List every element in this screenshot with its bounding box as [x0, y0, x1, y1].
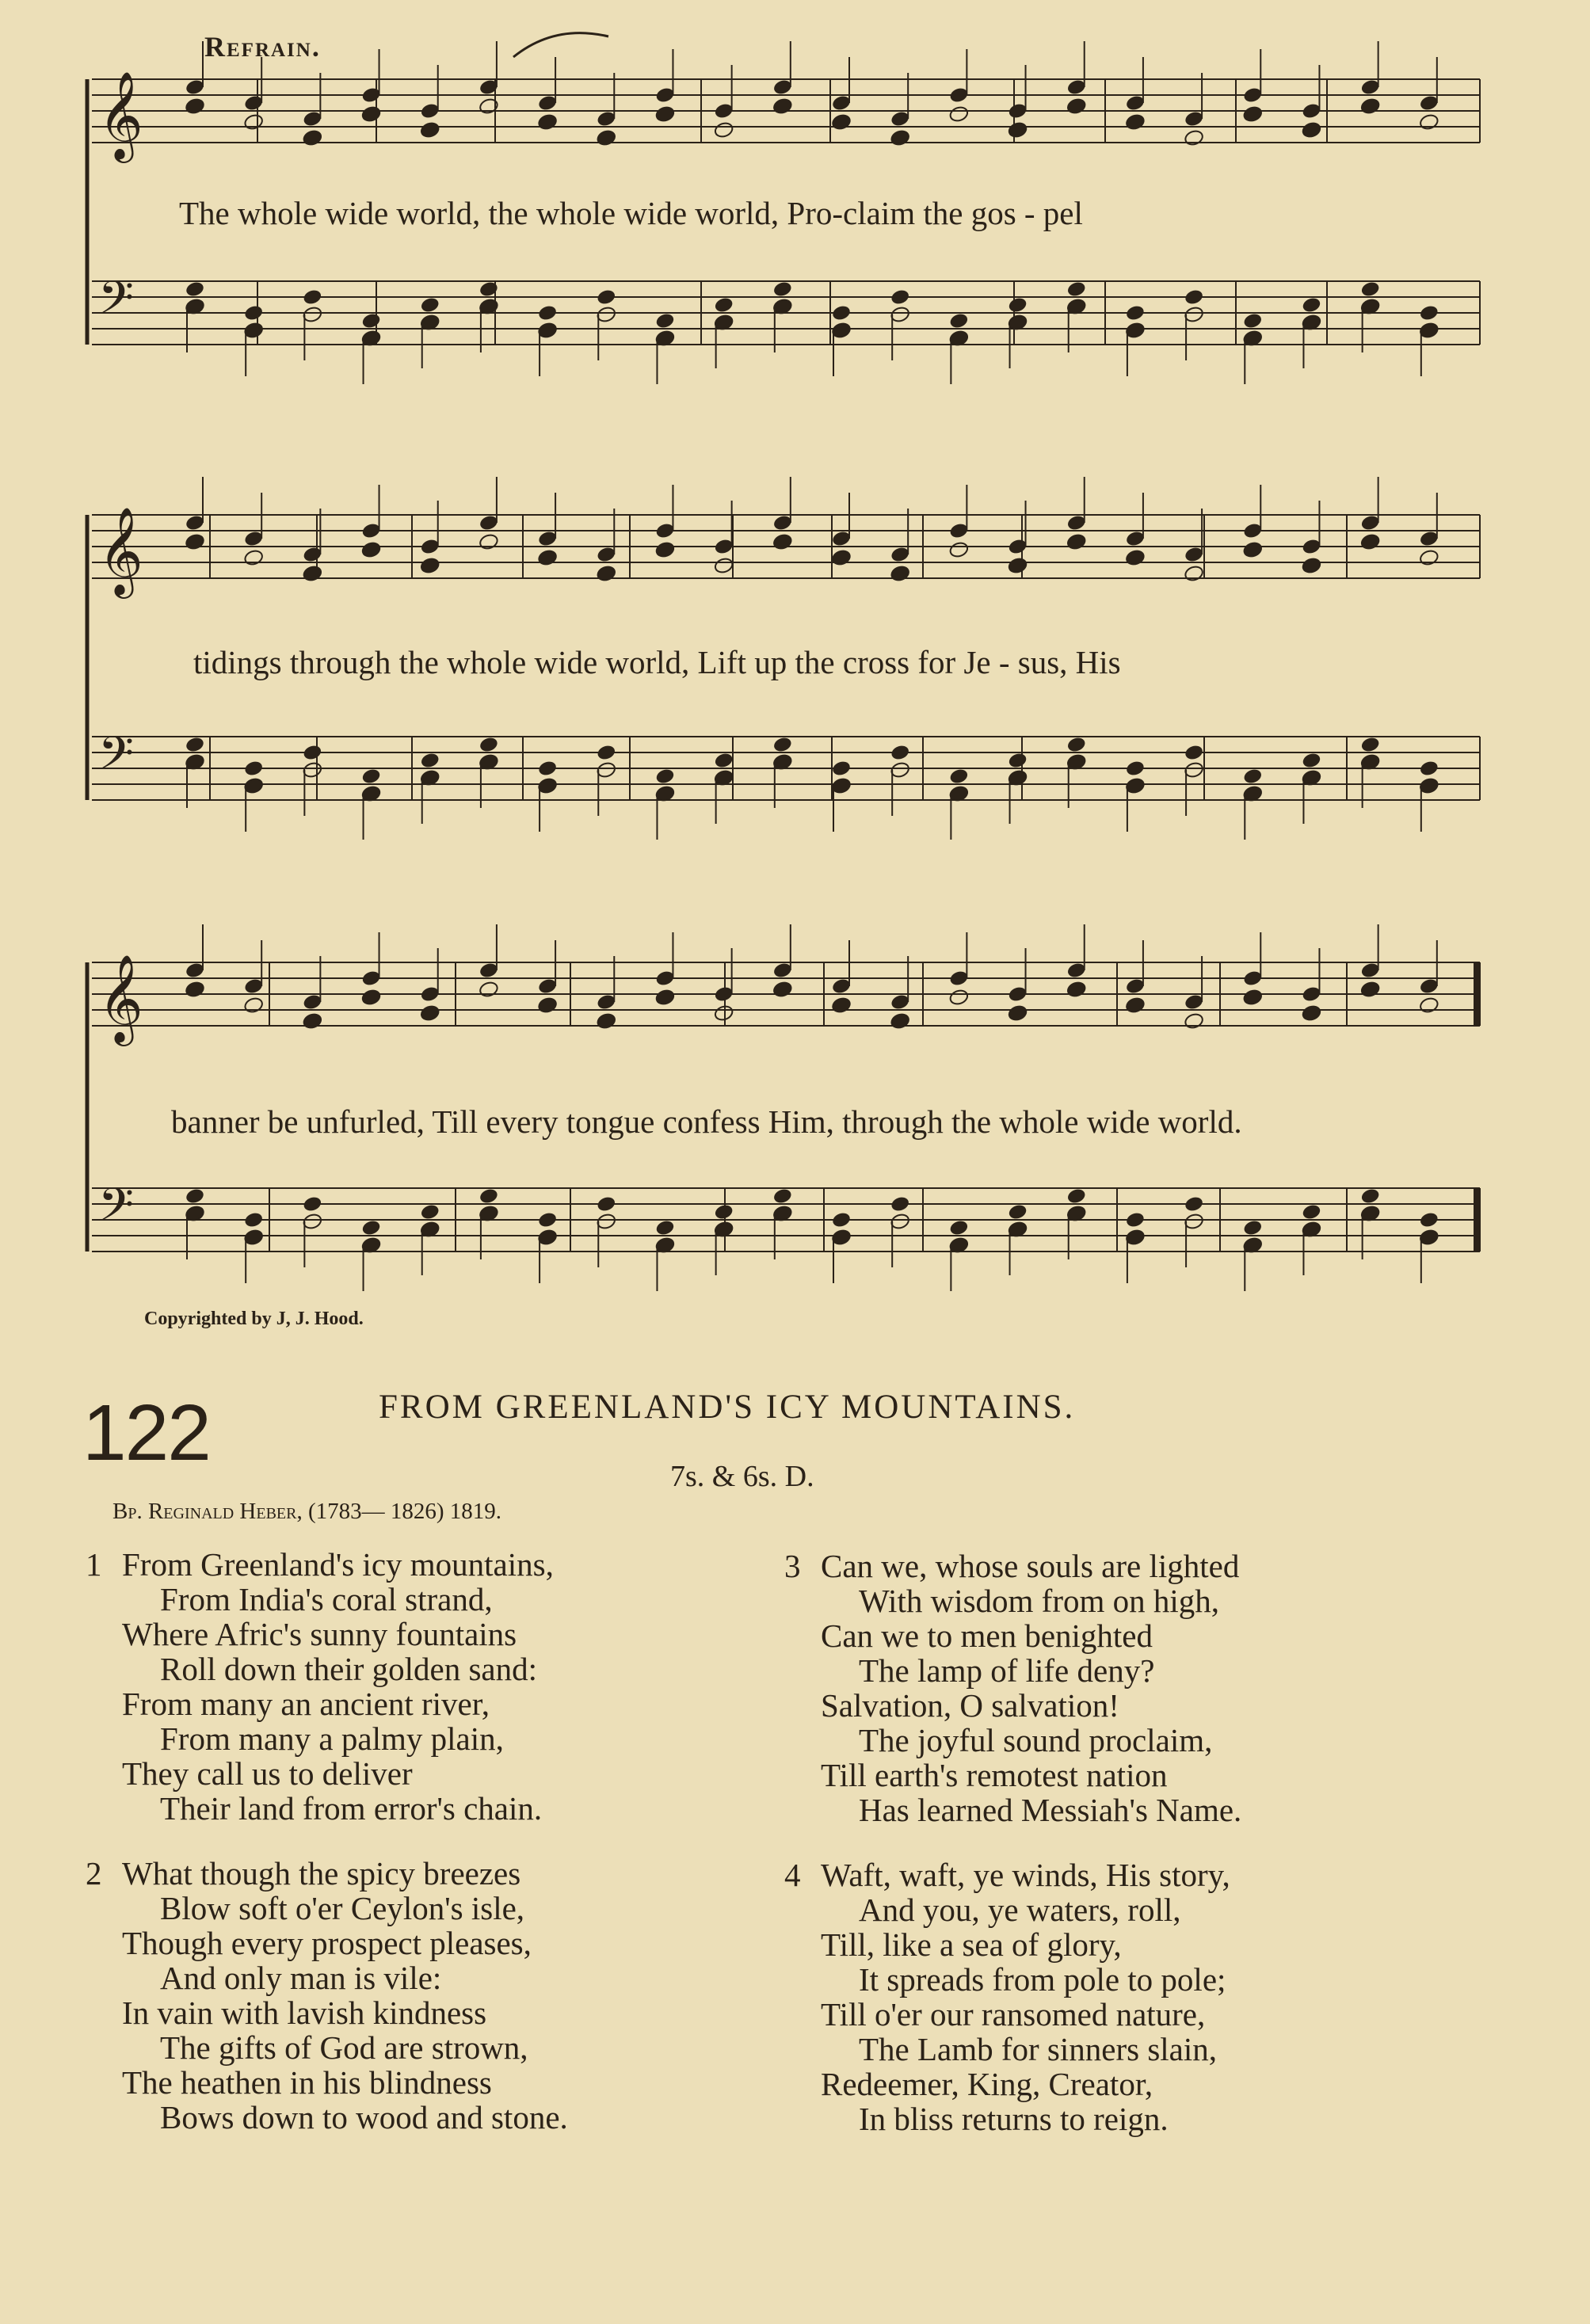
note-head: [420, 752, 440, 770]
note-head: [1184, 288, 1204, 307]
note-head: [890, 129, 910, 147]
note-head: [714, 121, 734, 139]
note-head: [1242, 105, 1263, 124]
note-head: [420, 557, 440, 575]
note-head: [479, 1187, 499, 1206]
note-head: [1125, 1211, 1146, 1229]
note-head: [1242, 312, 1263, 330]
note-head: [1184, 129, 1204, 147]
hymn-title: FROM GREENLAND'S ICY MOUNTAINS.: [379, 1389, 1076, 1426]
copyright-notice: Copyrighted by J, J. Hood.: [144, 1309, 364, 1329]
note-head: [420, 121, 440, 139]
stanza-line: In vain with lavish kindness: [122, 1994, 487, 2031]
stanza-line: With wisdom from on high,: [859, 1583, 1220, 1619]
note-head: [714, 296, 734, 314]
note-head: [302, 129, 322, 147]
note-head: [420, 296, 440, 314]
note-head: [479, 280, 499, 299]
note-head: [772, 97, 793, 116]
slur-mark: [513, 33, 608, 57]
stanza-line: The Lamb for sinners slain,: [859, 2031, 1218, 2067]
note-head: [772, 736, 793, 754]
note-head: [654, 312, 675, 330]
note-head: [1125, 996, 1146, 1015]
stanza-line: Has learned Messiah's Name.: [859, 1792, 1242, 1828]
note-head: [772, 533, 793, 551]
note-head: [714, 1203, 734, 1221]
stanza-line: Their land from error's chain.: [160, 1790, 543, 1827]
refrain-label: Refrain.: [204, 31, 321, 63]
stanza-number: 3: [784, 1548, 801, 1584]
stanza-line: Can we to men benighted: [821, 1617, 1153, 1654]
note-head: [1125, 304, 1146, 322]
stanza-line: From Greenland's icy mountains,: [122, 1546, 554, 1583]
note-head: [185, 981, 205, 999]
bass-clef-icon: 𝄢: [98, 726, 135, 791]
note-head: [537, 549, 558, 567]
final-bar: [1474, 962, 1480, 1026]
note-head: [654, 105, 675, 124]
note-head: [596, 565, 616, 583]
note-head: [1125, 760, 1146, 778]
note-head: [1301, 557, 1321, 575]
note-head: [948, 312, 969, 330]
stanza-line: Though every prospect pleases,: [122, 1925, 532, 1961]
note-head: [537, 304, 558, 322]
note-head: [1360, 533, 1381, 551]
note-head: [185, 280, 205, 299]
stanza-1: [86, 1547, 719, 1826]
note-head: [360, 1219, 381, 1237]
note-head: [1184, 565, 1204, 583]
note-head: [1007, 752, 1028, 770]
note-head: [1360, 97, 1381, 116]
note-head: [948, 541, 969, 559]
stanza-number: 1: [86, 1546, 102, 1583]
note-head: [1066, 97, 1087, 116]
note-head: [243, 549, 264, 567]
note-head: [1125, 549, 1146, 567]
stanza-line: From India's coral strand,: [160, 1581, 493, 1617]
note-head: [1301, 1004, 1321, 1023]
bass-clef-icon: 𝄢: [98, 271, 135, 336]
note-head: [1419, 996, 1439, 1015]
note-head: [714, 557, 734, 575]
note-head: [772, 280, 793, 299]
note-head: [1301, 121, 1321, 139]
note-head: [772, 981, 793, 999]
note-head: [654, 541, 675, 559]
note-head: [302, 1012, 322, 1031]
stanza-number: 4: [784, 1857, 801, 1893]
stanza-line: Till earth's remotest nation: [821, 1757, 1168, 1793]
note-head: [360, 105, 381, 124]
hymn-number: 122: [82, 1389, 210, 1477]
treble-clef-icon: 𝄞: [98, 506, 143, 595]
note-head: [360, 312, 381, 330]
note-head: [537, 760, 558, 778]
note-head: [479, 533, 499, 551]
note-head: [1066, 1187, 1087, 1206]
note-head: [479, 97, 499, 116]
stanza-line: Redeemer, King, Creator,: [821, 2066, 1153, 2102]
note-head: [1184, 744, 1204, 762]
bass-clef-icon: 𝄢: [98, 1178, 135, 1243]
note-head: [714, 1004, 734, 1023]
note-head: [596, 1195, 616, 1213]
note-head: [420, 1203, 440, 1221]
note-head: [1360, 1187, 1381, 1206]
note-head: [185, 533, 205, 551]
note-head: [243, 996, 264, 1015]
note-head: [1419, 304, 1439, 322]
stanza-line: The joyful sound proclaim,: [859, 1722, 1213, 1758]
note-head: [185, 97, 205, 116]
note-head: [831, 1211, 852, 1229]
note-head: [1301, 296, 1321, 314]
note-head: [1242, 541, 1263, 559]
note-head: [1184, 1195, 1204, 1213]
stanza-line: Where Afric's sunny fountains: [122, 1616, 517, 1652]
note-head: [302, 744, 322, 762]
note-head: [772, 1187, 793, 1206]
note-head: [890, 288, 910, 307]
note-head: [948, 105, 969, 124]
note-head: [302, 565, 322, 583]
note-head: [714, 752, 734, 770]
stanza-line: The gifts of God are strown,: [160, 2029, 528, 2066]
treble-clef-icon: 𝄞: [98, 954, 143, 1042]
note-head: [1007, 296, 1028, 314]
note-head: [1301, 1203, 1321, 1221]
stanza-4: [784, 1857, 1481, 2136]
note-head: [1419, 760, 1439, 778]
note-head: [243, 304, 264, 322]
note-head: [654, 989, 675, 1007]
note-head: [654, 1219, 675, 1237]
note-head: [596, 129, 616, 147]
note-head: [302, 288, 322, 307]
note-head: [1007, 1203, 1028, 1221]
note-head: [596, 288, 616, 307]
note-head: [479, 981, 499, 999]
stanza-line: Blow soft o'er Ceylon's isle,: [160, 1890, 525, 1926]
note-head: [890, 1195, 910, 1213]
stanza-line: Till, like a sea of glory,: [821, 1926, 1122, 1963]
stanza-line: The heathen in his blindness: [122, 2064, 492, 2101]
note-head: [890, 1012, 910, 1031]
note-head: [1242, 1219, 1263, 1237]
note-head: [596, 1012, 616, 1031]
stanza-line: From many an ancient river,: [122, 1686, 490, 1722]
note-head: [243, 113, 264, 131]
stanza-line: Salvation, O salvation!: [821, 1687, 1119, 1724]
stanza-line: It spreads from pole to pole;: [859, 1961, 1226, 1998]
note-head: [537, 996, 558, 1015]
note-head: [948, 1219, 969, 1237]
note-head: [243, 1211, 264, 1229]
note-head: [1419, 1211, 1439, 1229]
stanza-line: They call us to deliver: [122, 1755, 413, 1792]
note-head: [831, 113, 852, 131]
note-head: [1360, 981, 1381, 999]
stanza-line: In bliss returns to reign.: [859, 2101, 1169, 2137]
note-head: [185, 736, 205, 754]
note-head: [243, 760, 264, 778]
note-head: [1242, 989, 1263, 1007]
note-head: [1419, 549, 1439, 567]
note-head: [1419, 113, 1439, 131]
note-head: [185, 1187, 205, 1206]
author-dates: (1783— 1826) 1819.: [307, 1499, 502, 1524]
stanza-number: 2: [86, 1855, 102, 1892]
note-head: [1007, 1004, 1028, 1023]
note-head: [831, 304, 852, 322]
treble-clef-icon: 𝄞: [98, 70, 143, 159]
refrain-lyric-line-3: banner be unfurled, Till every tongue confess Him, through the whole wide world.: [171, 1103, 1242, 1140]
hymn-meter: 7s. & 6s. D.: [670, 1460, 814, 1493]
note-head: [831, 549, 852, 567]
stanza-line: And you, ye waters, roll,: [859, 1892, 1181, 1928]
note-head: [360, 989, 381, 1007]
note-head: [537, 113, 558, 131]
stanza-line: Till o'er our ransomed nature,: [821, 1996, 1206, 2033]
note-head: [831, 760, 852, 778]
note-head: [479, 736, 499, 754]
note-head: [831, 996, 852, 1015]
note-head: [1184, 1012, 1204, 1031]
note-head: [1125, 113, 1146, 131]
note-head: [1007, 121, 1028, 139]
refrain-lyric-line-1: The whole wide world, the whole wide world, Pro-claim the gos - pel: [179, 195, 1083, 231]
note-head: [537, 1211, 558, 1229]
stanza-2: [86, 1856, 719, 2135]
note-head: [948, 989, 969, 1007]
note-head: [1301, 752, 1321, 770]
author-name: Bp. Reginald Heber,: [112, 1499, 303, 1524]
note-head: [1066, 533, 1087, 551]
stanza-line: Can we, whose souls are lighted: [821, 1548, 1240, 1584]
stanza-line: Waft, waft, ye winds, His story,: [821, 1857, 1230, 1893]
stanza-line: The lamp of life deny?: [859, 1652, 1155, 1689]
stanza-3: [784, 1549, 1481, 1827]
stanza-line: Roll down their golden sand:: [160, 1651, 538, 1687]
note-head: [360, 541, 381, 559]
stanza-line: Bows down to wood and stone.: [160, 2099, 568, 2135]
note-head: [948, 768, 969, 786]
note-head: [420, 1004, 440, 1023]
note-head: [654, 768, 675, 786]
note-head: [1066, 981, 1087, 999]
note-head: [596, 744, 616, 762]
note-head: [1360, 736, 1381, 754]
refrain-lyric-line-2: tidings through the whole wide world, Lift up the cross for Je - sus, His: [193, 644, 1121, 680]
final-bar: [1474, 1188, 1480, 1252]
stanza-line: What though the spicy breezes: [122, 1855, 521, 1892]
stanza-line: And only man is vile:: [160, 1960, 442, 1996]
note-head: [1066, 280, 1087, 299]
hymn-author: [112, 1499, 501, 1525]
note-head: [360, 768, 381, 786]
note-head: [890, 744, 910, 762]
stanza-line: From many a palmy plain,: [160, 1720, 504, 1757]
note-head: [890, 565, 910, 583]
note-head: [1066, 736, 1087, 754]
note-head: [302, 1195, 322, 1213]
note-head: [1007, 557, 1028, 575]
note-head: [1242, 768, 1263, 786]
note-head: [1360, 280, 1381, 299]
